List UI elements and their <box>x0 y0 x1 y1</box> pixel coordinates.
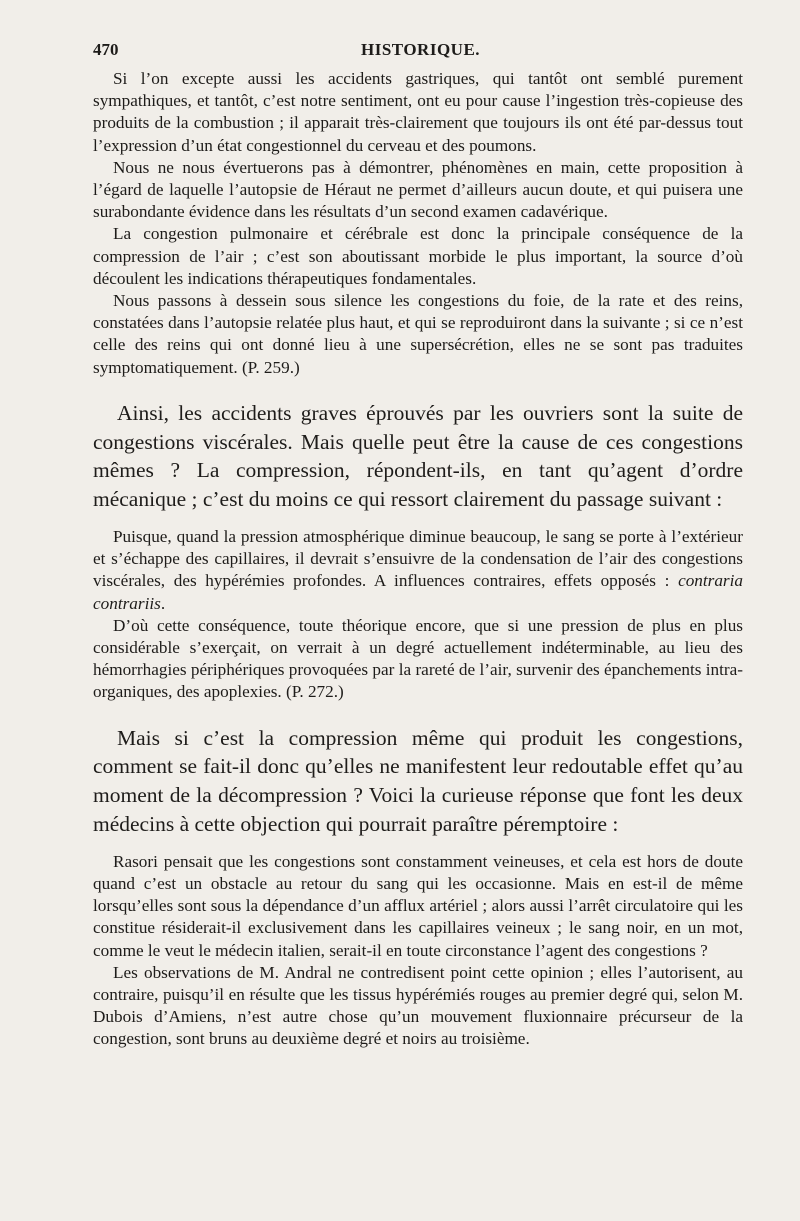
paragraph-text: Puisque, quand la pression atmosphérique diminue beaucoup, le sang se porte à l’extérieur et s’échappe des capillaires, il devrait s’ensuivre de la condensation de l’air des congestions viscérales, des hypérémies profondes. A influences contraires, effets opposés : <box>93 527 743 591</box>
paragraph: Les observations de M. Andral ne contredisent point cette opinion ; elles l’autorisent, au contraire, puisqu’il en résulte que les tissus hypérémiés rouges au premier degré qui, selon M. Dubois d’Amiens, n’est autre chose qu’un mouvement fluxionnaire précurseur de la congestion, sont bruns au deuxième degré et noirs au troisième. <box>93 962 743 1049</box>
paragraph: D’où cette conséquence, toute théorique encore, que si une pression de plus en plus considérable s’exerçait, on verrait à un degré actuellement indéterminable, au lieu des hémorrhagies périphériques provoquées par la rareté de l’air, survenir des épanchements intra-organiques, des apoplexies. (P. 272.) <box>93 615 743 702</box>
book-page <box>93 40 743 1051</box>
quoted-block-2 <box>93 526 743 704</box>
paragraph: Ainsi, les accidents graves éprouvés par les ouvriers sont la suite de congestions viscérales. Mais quelle peut être la cause de ces congestions mêmes ? La compression, répondent-ils, en tant qu’agent d’ordre mécanique ; c’est du moins ce qui ressort clairement du passage suivant : <box>93 400 743 512</box>
paragraph: Rasori pensait que les congestions sont constamment veineuses, et cela est hors de doute quand c’est un obstacle au retour du sang qui les occasionne. Mais en est-il de même lorsqu’elles sont sous la dépendance d’un afflux artériel ; alors aussi l’arrêt circulatoire qui les constitue résiderait-il exclusivement dans les capillaires veineux ; le sang noir, en un mot, comme le veut le médecin italien, serait-il en toute circonstance l’agent des congestions ? <box>93 851 743 960</box>
main-text-1 <box>93 399 743 514</box>
quoted-block-1 <box>93 68 743 379</box>
paragraph: Nous passons à dessein sous silence les congestions du foie, de la rate et des reins, constatées dans l’autopsie relatée plus haut, et qui se reproduiront dans la suivante ; si ce n’est celle des reins qui ont donné lieu à une supersécrétion, elles ne se sont pas traduites symptomatiquement. (P. 259.) <box>93 291 743 377</box>
paragraph: Mais si c’est la compression même qui produit les congestions, comment se fait-il donc qu’elles ne manifestent leur redoutable effet qu’au moment de la décompression ? Voici la curieuse réponse que font les deux médecins à cette objection qui pourrait paraître péremptoire : <box>93 725 743 837</box>
quoted-block-3 <box>93 851 743 1051</box>
latin-phrase: contraria contrariis <box>93 571 743 613</box>
paragraph-end: . <box>160 593 166 613</box>
running-head <box>93 40 743 64</box>
running-title: HISTORIQUE. <box>361 40 481 59</box>
page-number: 470 <box>93 40 119 59</box>
paragraph: La congestion pulmonaire et cérébrale est donc la principale conséquence de la compression de l’air ; c’est son aboutissant morbide le plus important, la source d’où découlent les indications thérapeutiques fondamentales. <box>93 224 743 288</box>
main-text-2 <box>93 724 743 839</box>
paragraph: Nous ne nous évertuerons pas à démontrer, phénomènes en main, cette proposition à l’égard de laquelle l’autopsie de Héraut ne permet d’ailleurs aucun doute, et qui puisera une surabondante évidence dans les résultats d’un second examen cadavérique. <box>93 157 743 222</box>
paragraph: Si l’on excepte aussi les accidents gastriques, qui tantôt ont semblé purement sympathiques, et tantôt, c’est notre sentiment, ont eu pour cause l’ingestion très-copieuse des produits de la combustion ; il apparait très-clairement que toujours ils ont été par-dessus tout l’expression d’un état congestionnel du cerveau et des poumons. <box>93 69 743 155</box>
paragraph <box>93 526 743 615</box>
